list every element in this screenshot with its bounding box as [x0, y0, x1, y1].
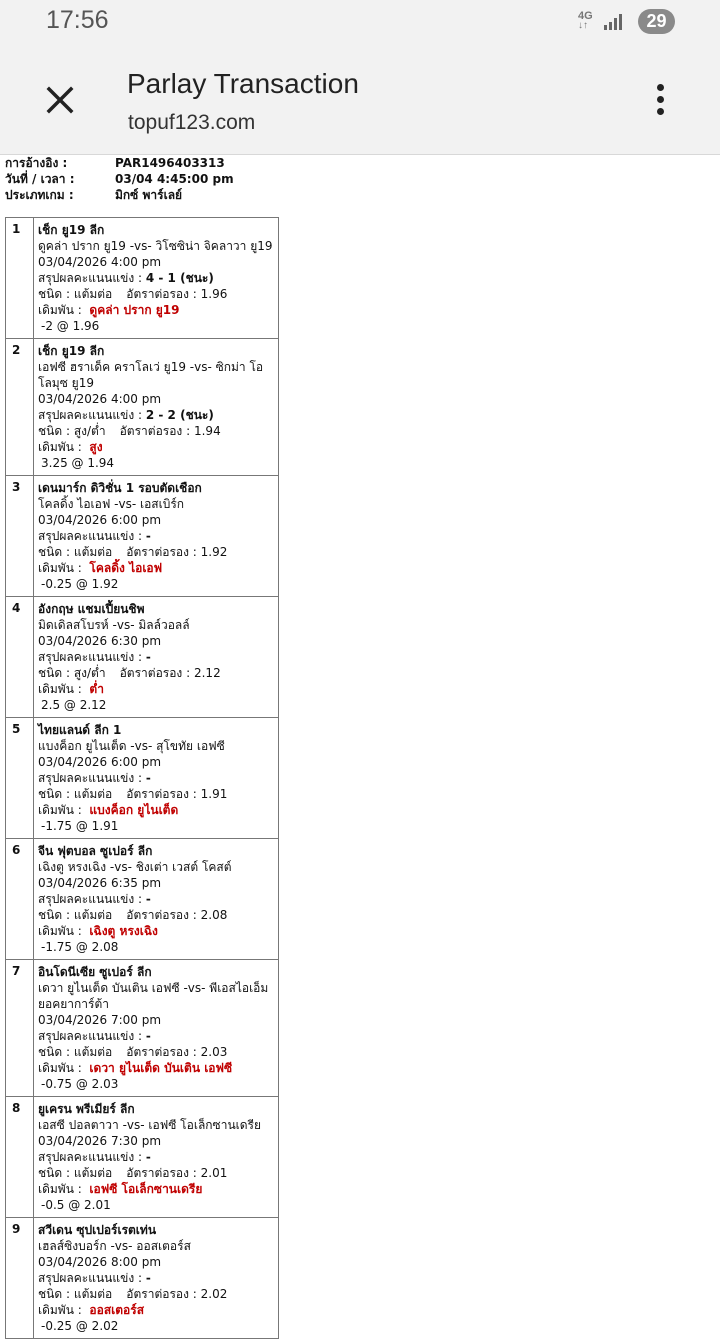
info-label: การอ้างอิง : — [5, 156, 68, 170]
score-label: สรุปผลคะแนนแข่ง : — [38, 1150, 143, 1164]
bet-pick: ดูคล่า ปราก ยู19 — [89, 303, 180, 317]
bet-number: 2 — [6, 339, 34, 476]
bet-details — [34, 1097, 279, 1218]
bet-type-row — [38, 786, 276, 802]
bet-line: -0.25 @ 1.92 — [41, 577, 119, 591]
signal-icon — [604, 14, 624, 30]
close-icon[interactable] — [44, 84, 76, 116]
bet-type: แต้มต่อ — [73, 787, 113, 801]
bet-pick: ต่ำ — [89, 682, 104, 696]
odds-label: อัตราต่อรอง : — [119, 424, 191, 438]
type-label: ชนิด : — [38, 287, 70, 301]
bet-odds: 1.91 — [200, 787, 228, 801]
bet-score: - — [145, 1029, 151, 1043]
type-label: ชนิด : — [38, 1166, 70, 1180]
odds-label: อัตราต่อรอง : — [126, 1045, 197, 1059]
info-label: ประเภทเกม : — [5, 188, 74, 202]
bet-pick-row — [38, 1181, 276, 1197]
bet-type-row — [38, 1165, 276, 1181]
bet-league: อังกฤษ แชมเปี้ยนชิพ — [38, 602, 145, 616]
bet-pick: โคลดิ้ง ไอเอฟ — [89, 561, 163, 575]
bet-pick: ออสเตอร์ส — [89, 1303, 145, 1317]
table-row — [6, 1097, 279, 1218]
score-label: สรุปผลคะแนนแข่ง : — [38, 1029, 143, 1043]
bet-line: -0.25 @ 2.02 — [41, 1319, 119, 1333]
bet-pick-row — [38, 802, 276, 818]
bet-type-row — [38, 1286, 276, 1302]
battery-icon: 29 — [638, 9, 675, 34]
bet-odds: 2.12 — [193, 666, 221, 680]
bet-label: เดิมพัน : — [38, 803, 82, 817]
bet-odds: 1.94 — [193, 424, 221, 438]
bet-league: ไทยแลนด์ ลีก 1 — [38, 723, 122, 737]
bet-label: เดิมพัน : — [38, 1182, 82, 1196]
bet-league: เช็ก ยู19 ลีก — [38, 344, 105, 358]
bet-score: - — [145, 1271, 151, 1285]
bet-score-row — [38, 891, 276, 907]
bet-odds: 2.03 — [200, 1045, 228, 1059]
bet-score-row — [38, 528, 276, 544]
bet-type-row — [38, 665, 276, 681]
bet-pick-row — [38, 681, 276, 697]
type-label: ชนิด : — [38, 1287, 70, 1301]
bet-odds: 2.02 — [200, 1287, 228, 1301]
score-label: สรุปผลคะแนนแข่ง : — [38, 892, 143, 906]
bet-score: - — [145, 771, 151, 785]
info-value: PAR1496403313 — [115, 156, 225, 170]
bet-score-row — [38, 1270, 276, 1286]
info-value: มิกซ์ พาร์เลย์ — [115, 188, 183, 202]
bet-pick: แบงค็อก ยูไนเต็ด — [89, 803, 179, 817]
bet-pick-row — [38, 302, 276, 318]
bet-type: แต้มต่อ — [73, 1166, 113, 1180]
bet-score: - — [145, 529, 151, 543]
bet-pick: เฉิงตู หรงเฉิง — [89, 924, 158, 938]
bet-type-row — [38, 286, 276, 302]
info-row-game-type — [5, 187, 234, 203]
odds-label: อัตราต่อรอง : — [126, 287, 197, 301]
bet-details — [34, 339, 279, 476]
bet-match: เอฟซี ฮราเด็ค คราโลเว่ ยู19 -vs- ซิกม่า โอโลมุซ ยู19 — [38, 360, 264, 390]
bet-datetime: 03/04/2026 7:00 pm — [38, 1013, 162, 1027]
bet-odds: 2.01 — [200, 1166, 228, 1180]
bet-pick-row — [38, 439, 276, 455]
bet-number: 5 — [6, 718, 34, 839]
bet-details — [34, 1218, 279, 1339]
bet-details — [34, 839, 279, 960]
bet-datetime: 03/04/2026 4:00 pm — [38, 392, 162, 406]
bet-details — [34, 476, 279, 597]
bet-number: 7 — [6, 960, 34, 1097]
bet-match: มิดเดิลสโบรห์ -vs- มิลล์วอลล์ — [38, 618, 190, 632]
bet-match: เอสซี ปอลตาวา -vs- เอฟซี โอเล็กซานเดรีย — [38, 1118, 262, 1132]
bet-datetime: 03/04/2026 7:30 pm — [38, 1134, 162, 1148]
bet-details — [34, 718, 279, 839]
bet-match: ดูคล่า ปราก ยู19 -vs- วิโซซิน่า จิคลาวา ยู19 — [38, 239, 273, 253]
bet-line: 3.25 @ 1.94 — [41, 456, 115, 470]
bet-label: เดิมพัน : — [38, 440, 82, 454]
table-row — [6, 218, 279, 339]
score-label: สรุปผลคะแนนแข่ง : — [38, 271, 143, 285]
bet-type: สูง/ต่ำ — [73, 424, 106, 438]
bet-odds: 1.96 — [200, 287, 228, 301]
odds-label: อัตราต่อรอง : — [126, 1287, 197, 1301]
table-row — [6, 960, 279, 1097]
table-row — [6, 1218, 279, 1339]
bet-match: เฉิงตู หรงเฉิง -vs- ชิงเต่า เวสต์ โคสต์ — [38, 860, 232, 874]
bet-league: ยูเครน พรีเมียร์ ลีก — [38, 1102, 135, 1116]
bet-score-row — [38, 270, 276, 286]
bet-label: เดิมพัน : — [38, 682, 82, 696]
bet-type-row — [38, 1044, 276, 1060]
bet-type-row — [38, 423, 276, 439]
bet-number: 6 — [6, 839, 34, 960]
bet-number: 9 — [6, 1218, 34, 1339]
bet-label: เดิมพัน : — [38, 561, 82, 575]
type-label: ชนิด : — [38, 1045, 70, 1059]
bet-pick: สูง — [89, 440, 103, 454]
score-label: สรุปผลคะแนนแข่ง : — [38, 1271, 143, 1285]
table-row — [6, 597, 279, 718]
table-row — [6, 476, 279, 597]
bet-pick-row — [38, 923, 276, 939]
app-bar — [0, 44, 720, 155]
info-label: วันที่ / เวลา : — [5, 172, 75, 186]
bet-type: แต้มต่อ — [73, 545, 113, 559]
info-row-datetime — [5, 171, 234, 187]
bets-table — [5, 217, 279, 1339]
bet-score-row — [38, 1149, 276, 1165]
bet-type: แต้มต่อ — [73, 1287, 113, 1301]
bet-type-row — [38, 544, 276, 560]
bet-label: เดิมพัน : — [38, 1303, 82, 1317]
bet-line: -0.75 @ 2.03 — [41, 1077, 119, 1091]
bet-league: จีน ฟุตบอล ซูเปอร์ ลีก — [38, 844, 153, 858]
info-value: 03/04 4:45:00 pm — [115, 172, 234, 186]
bet-line: -2 @ 1.96 — [41, 319, 100, 333]
bet-score-row — [38, 770, 276, 786]
bet-odds: 1.92 — [200, 545, 228, 559]
bet-league: อินโดนีเซีย ซูเปอร์ ลีก — [38, 965, 152, 979]
bet-type: แต้มต่อ — [73, 1045, 113, 1059]
table-row — [6, 718, 279, 839]
type-label: ชนิด : — [38, 545, 70, 559]
bet-label: เดิมพัน : — [38, 1061, 82, 1075]
bet-number: 3 — [6, 476, 34, 597]
bet-league: สวีเดน ซุปเปอร์เรตเท่น — [38, 1223, 157, 1237]
type-label: ชนิด : — [38, 787, 70, 801]
bet-details — [34, 597, 279, 718]
bet-odds: 2.08 — [200, 908, 228, 922]
page-url: topuf123.com — [128, 111, 256, 134]
bet-score: - — [145, 1150, 151, 1164]
bet-pick-row — [38, 1302, 276, 1318]
bet-details — [34, 960, 279, 1097]
bet-pick: เอฟซี โอเล็กซานเดรีย — [89, 1182, 203, 1196]
type-label: ชนิด : — [38, 424, 70, 438]
score-label: สรุปผลคะแนนแข่ง : — [38, 650, 143, 664]
bet-pick: เดวา ยูไนเต็ด บันเติน เอฟซี — [89, 1061, 233, 1075]
odds-label: อัตราต่อรอง : — [126, 1166, 197, 1180]
status-time: 17:56 — [46, 6, 109, 34]
bet-datetime: 03/04/2026 6:00 pm — [38, 513, 162, 527]
bet-league: เดนมาร์ก ดิวิชั่น 1 รอบตัดเชือก — [38, 481, 202, 495]
table-row — [6, 339, 279, 476]
bet-datetime: 03/04/2026 6:30 pm — [38, 634, 162, 648]
score-label: สรุปผลคะแนนแข่ง : — [38, 529, 143, 543]
bet-score: - — [145, 892, 151, 906]
bet-type-row — [38, 907, 276, 923]
more-options-icon[interactable] — [648, 84, 672, 120]
bet-line: 2.5 @ 2.12 — [41, 698, 107, 712]
score-label: สรุปผลคะแนนแข่ง : — [38, 771, 143, 785]
status-bar — [0, 0, 720, 44]
bet-match: เดวา ยูไนเต็ด บันเติน เอฟซี -vs- พีเอสไอเอ็ม ยอคยาการ์ต้า — [38, 981, 269, 1011]
score-label: สรุปผลคะแนนแข่ง : — [38, 408, 143, 422]
bet-score: 2 - 2 (ชนะ) — [145, 408, 214, 422]
bet-number: 1 — [6, 218, 34, 339]
bet-datetime: 03/04/2026 6:00 pm — [38, 755, 162, 769]
odds-label: อัตราต่อรอง : — [126, 545, 197, 559]
bet-score: 4 - 1 (ชนะ) — [145, 271, 214, 285]
bet-match: แบงค็อก ยูไนเต็ด -vs- สุโขทัย เอฟซี — [38, 739, 225, 753]
bet-line: -0.5 @ 2.01 — [41, 1198, 111, 1212]
odds-label: อัตราต่อรอง : — [119, 666, 191, 680]
bet-score-row — [38, 407, 276, 423]
odds-label: อัตราต่อรอง : — [126, 787, 197, 801]
bet-score-row — [38, 1028, 276, 1044]
bet-type: สูง/ต่ำ — [73, 666, 106, 680]
bet-label: เดิมพัน : — [38, 303, 82, 317]
bet-label: เดิมพัน : — [38, 924, 82, 938]
type-label: ชนิด : — [38, 666, 70, 680]
table-row — [6, 839, 279, 960]
bet-pick-row — [38, 1060, 276, 1076]
bet-type: แต้มต่อ — [73, 908, 113, 922]
network-type-icon: 4G ↓↑ — [578, 10, 593, 31]
bet-datetime: 03/04/2026 8:00 pm — [38, 1255, 162, 1269]
transaction-info — [5, 155, 234, 203]
bet-score: - — [145, 650, 151, 664]
odds-label: อัตราต่อรอง : — [126, 908, 197, 922]
bet-match: โคลดิ้ง ไอเอฟ -vs- เอสเบิร์ก — [38, 497, 185, 511]
bet-pick-row — [38, 560, 276, 576]
info-row-reference — [5, 155, 234, 171]
page-title: Parlay Transaction — [127, 68, 359, 99]
bet-league: เช็ก ยู19 ลีก — [38, 223, 105, 237]
bet-details — [34, 218, 279, 339]
bet-match: เฮลส์ซิงบอร์ก -vs- ออสเตอร์ส — [38, 1239, 191, 1253]
type-label: ชนิด : — [38, 908, 70, 922]
bet-type: แต้มต่อ — [73, 287, 113, 301]
bet-datetime: 03/04/2026 6:35 pm — [38, 876, 162, 890]
bet-number: 4 — [6, 597, 34, 718]
bet-line: -1.75 @ 2.08 — [41, 940, 119, 954]
bet-score-row — [38, 649, 276, 665]
bet-line: -1.75 @ 1.91 — [41, 819, 119, 833]
bet-datetime: 03/04/2026 4:00 pm — [38, 255, 162, 269]
bet-number: 8 — [6, 1097, 34, 1218]
